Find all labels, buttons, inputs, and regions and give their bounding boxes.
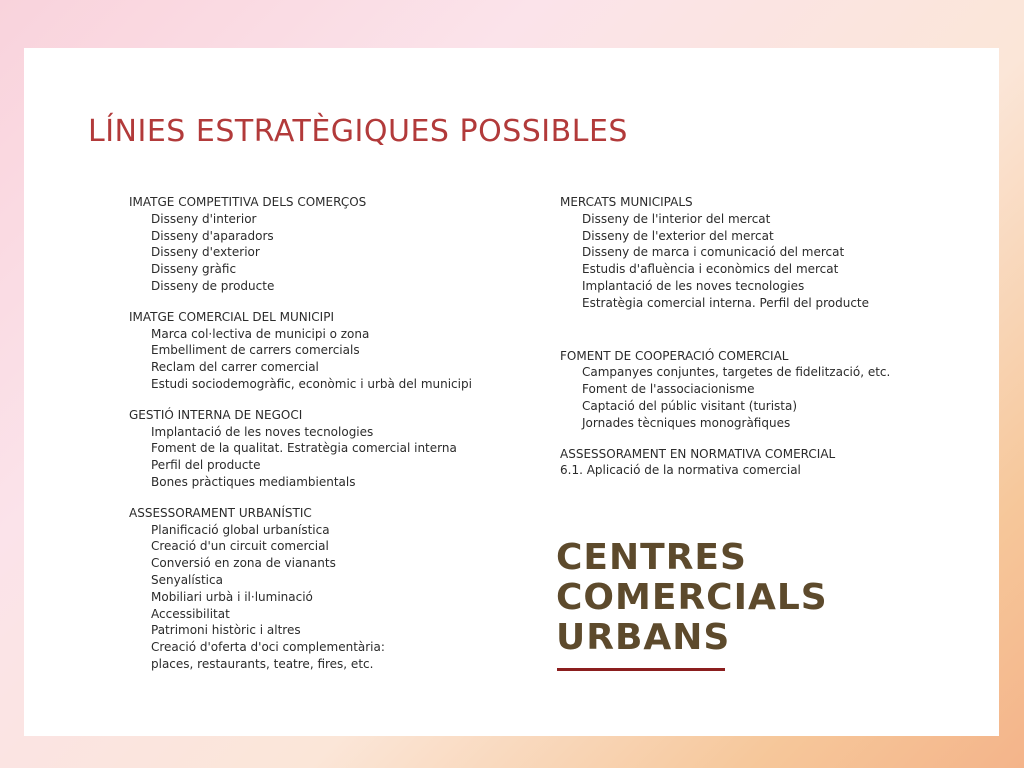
list-item: Reclam del carrer comercial bbox=[151, 360, 319, 375]
list-item: Implantació de les noves tecnologies bbox=[582, 278, 805, 293]
left-column bbox=[129, 194, 549, 687]
list-item: Senyalística bbox=[151, 572, 223, 587]
list-item: 6.1. Aplicació de la normativa comercial bbox=[560, 463, 801, 478]
list-item: Estudi sociodemogràfic, econòmic i urbà del municipi bbox=[151, 376, 472, 391]
section-heading: ASSESSORAMENT URBANÍSTIC bbox=[129, 505, 312, 520]
list-item: Jornades tècniques monogràfiques bbox=[582, 415, 791, 430]
section-normativa-comercial bbox=[560, 446, 980, 480]
list-item: Estudis d'afluència i econòmics del mercat bbox=[582, 262, 839, 277]
page-title: LÍNIES ESTRATÈGIQUES POSSIBLES bbox=[88, 114, 628, 149]
logo-line: COMERCIALS bbox=[556, 577, 828, 618]
centres-comercials-urbans-logo bbox=[556, 538, 828, 658]
list-item: Campanyes conjuntes, targetes de fidelització, etc. bbox=[582, 365, 891, 380]
list-item: Creació d'oferta d'oci complementària: bbox=[151, 640, 385, 655]
list-item: Disseny de marca i comunicació del mercat bbox=[582, 245, 845, 260]
logo-line: CENTRES bbox=[556, 537, 747, 578]
list-item: Planificació global urbanística bbox=[151, 522, 330, 537]
section-assessorament-urbanistic bbox=[129, 505, 549, 673]
list-item: Captació del públic visitant (turista) bbox=[582, 398, 798, 413]
section-heading: GESTIÓ INTERNA DE NEGOCI bbox=[129, 407, 303, 422]
list-item: Disseny de l'exterior del mercat bbox=[582, 228, 774, 243]
right-column bbox=[560, 194, 980, 493]
section-imatge-comercial bbox=[129, 309, 549, 393]
list-item: Disseny de producte bbox=[151, 278, 275, 293]
logo-line: URBANS bbox=[556, 617, 731, 658]
slide bbox=[24, 48, 999, 736]
list-item: Conversió en zona de vianants bbox=[151, 556, 336, 571]
list-item: places, restaurants, teatre, fires, etc. bbox=[151, 656, 374, 671]
list-item: Disseny de l'interior del mercat bbox=[582, 211, 771, 226]
list-item: Embelliment de carrers comercials bbox=[151, 343, 360, 358]
list-item: Bones pràctiques mediambientals bbox=[151, 474, 356, 489]
section-mercats-municipals bbox=[560, 194, 980, 312]
section-gestio-interna bbox=[129, 407, 549, 491]
list-item: Disseny d'exterior bbox=[151, 245, 260, 260]
list-item: Patrimoni històric i altres bbox=[151, 623, 301, 638]
list-item: Accessibilitat bbox=[151, 606, 230, 621]
list-item: Disseny d'aparadors bbox=[151, 228, 274, 243]
list-item: Marca col·lectiva de municipi o zona bbox=[151, 326, 370, 341]
list-item: Foment de la qualitat. Estratègia comercial interna bbox=[151, 441, 457, 456]
section-foment-cooperacio bbox=[560, 348, 980, 432]
list-item: Foment de l'associacionisme bbox=[582, 382, 755, 397]
section-heading: FOMENT DE COOPERACIÓ COMERCIAL bbox=[560, 348, 789, 363]
list-item: Implantació de les noves tecnologies bbox=[151, 424, 374, 439]
list-item: Estratègia comercial interna. Perfil del producte bbox=[582, 295, 870, 310]
section-heading: IMATGE COMERCIAL DEL MUNICIPI bbox=[129, 309, 334, 324]
list-item: Disseny d'interior bbox=[151, 211, 257, 226]
section-heading: MERCATS MUNICIPALS bbox=[560, 195, 693, 209]
logo-underline bbox=[557, 668, 725, 671]
list-item: Creació d'un circuit comercial bbox=[151, 539, 329, 554]
list-item: Mobiliari urbà i il·luminació bbox=[151, 589, 313, 604]
list-item: Perfil del producte bbox=[151, 458, 261, 473]
section-heading: IMATGE COMPETITIVA DELS COMERÇOS bbox=[129, 195, 367, 209]
list-item: Disseny gràfic bbox=[151, 262, 237, 277]
section-imatge-competitiva bbox=[129, 194, 549, 295]
section-heading: ASSESSORAMENT EN NORMATIVA COMERCIAL bbox=[560, 446, 836, 461]
